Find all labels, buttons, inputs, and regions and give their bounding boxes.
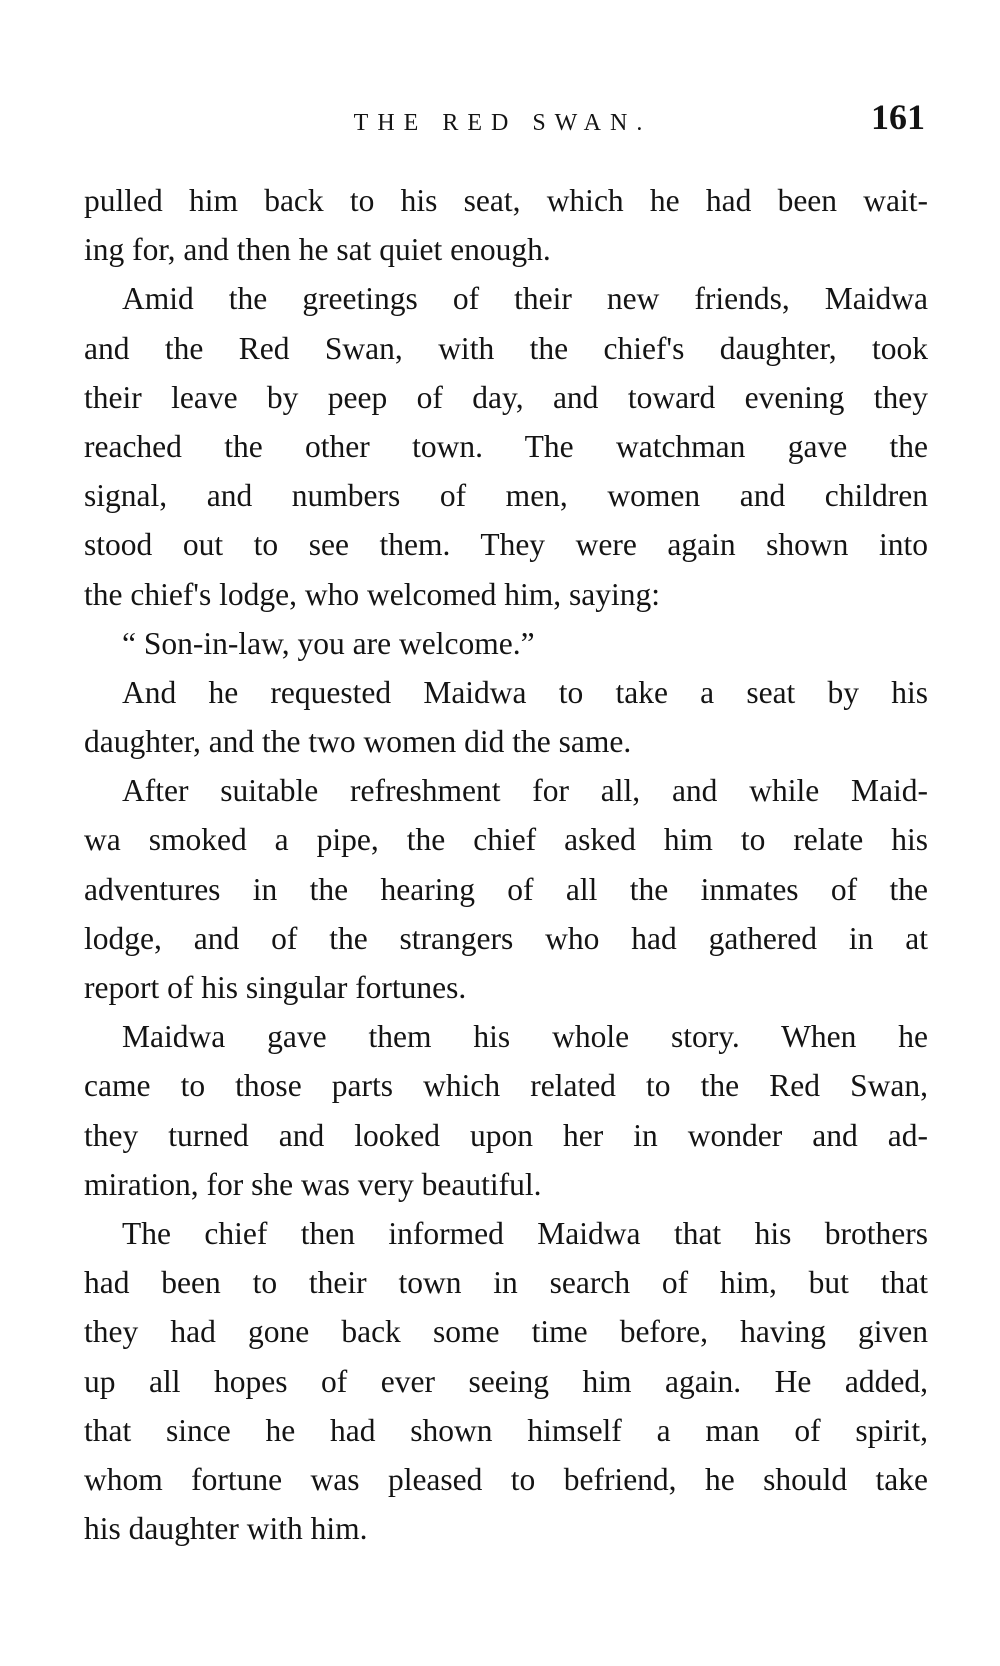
text-line: lodge, and of the strangers who had gathered in at — [84, 920, 928, 956]
text-line: daughter, and the two women did the same. — [84, 724, 632, 760]
text-line: ing for, and then he sat quiet enough. — [84, 232, 551, 268]
paragraph-start-line: Maidwa gave them his whole story. When he — [122, 1019, 928, 1055]
text-line: stood out to see them. They were again shown into — [84, 527, 928, 563]
text-line: reached the other town. The watchman gave the — [84, 428, 928, 464]
text-line: his daughter with him. — [84, 1511, 368, 1547]
text-line: wa smoked a pipe, the chief asked him to relate his — [84, 822, 928, 858]
text-line: that since he had shown himself a man of spirit, — [84, 1412, 928, 1448]
paragraph-start-line: The chief then informed Maidwa that his brothers — [122, 1215, 928, 1251]
paragraph-start-line: Amid the greetings of their new friends, Maidwa — [122, 281, 928, 317]
page-header — [80, 96, 925, 146]
text-line: the chief's lodge, who welcomed him, saying: — [84, 576, 661, 612]
text-line: they turned and looked upon her in wonder and ad- — [84, 1117, 928, 1153]
text-line: signal, and numbers of men, women and children — [84, 478, 928, 514]
running-title: THE RED SWAN. — [353, 110, 652, 136]
text-line: up all hopes of ever seeing him again. He added, — [84, 1363, 928, 1399]
text-line: came to those parts which related to the Red Swan, — [84, 1068, 928, 1104]
text-line: report of his singular fortunes. — [84, 970, 467, 1005]
text-line: whom fortune was pleased to befriend, he should take — [84, 1461, 928, 1497]
paragraph-start-line: And he requested Maidwa to take a seat by his — [122, 674, 928, 710]
text-line: miration, for she was very beautiful. — [84, 1166, 542, 1202]
text-line: their leave by peep of day, and toward evening they — [84, 379, 928, 415]
page-number: 161 — [871, 97, 925, 137]
paragraph-start-line: “ Son-in-law, you are welcome.” — [122, 625, 535, 661]
paragraph-start-line: After suitable refreshment for all, and while Maid- — [122, 773, 928, 809]
text-line: and the Red Swan, with the chief's daughter, took — [84, 330, 928, 366]
body-text — [84, 176, 928, 1553]
text-line: they had gone back some time before, having given — [84, 1314, 928, 1350]
text-line: adventures in the hearing of all the inmates of the — [84, 871, 928, 907]
text-line: had been to their town in search of him, but that — [84, 1265, 928, 1301]
text-line: pulled him back to his seat, which he had been wait- — [84, 183, 928, 218]
